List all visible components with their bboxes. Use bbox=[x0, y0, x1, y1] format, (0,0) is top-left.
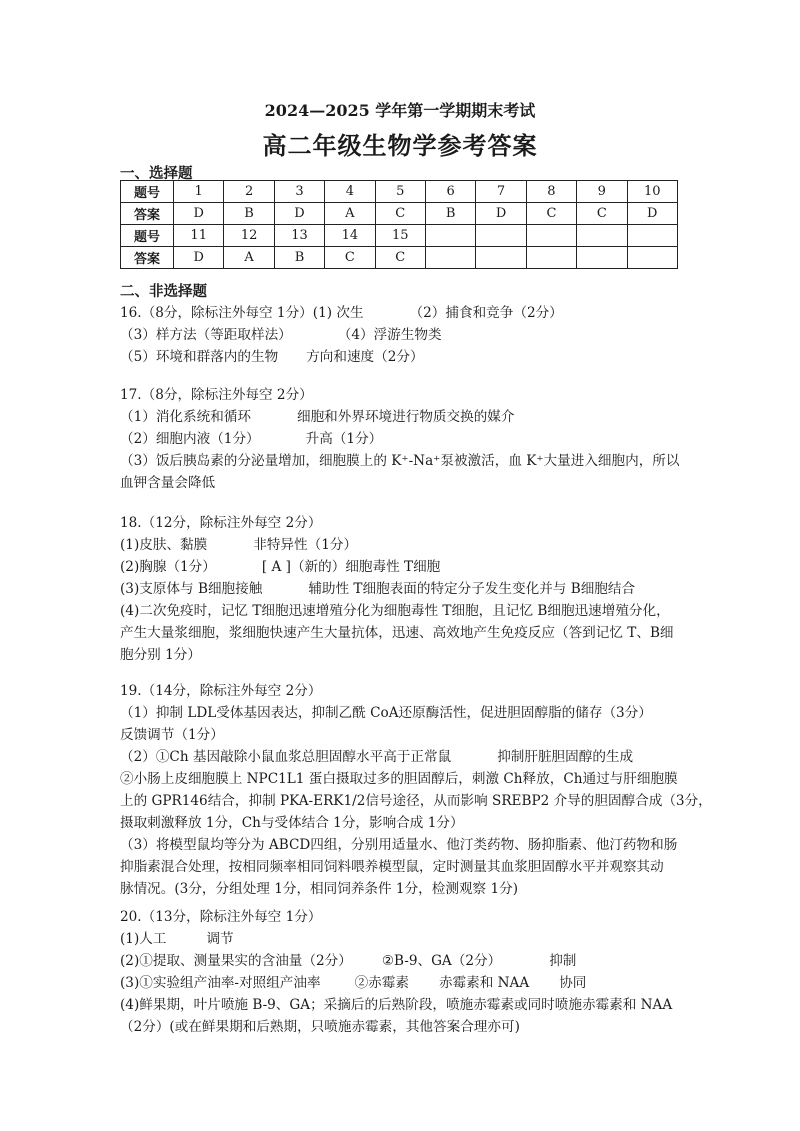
q19-line-4: （2）①Ch 基因敲除小鼠血浆总胆固醇水平高于正常鼠 bbox=[120, 749, 452, 765]
answer-table-row bbox=[121, 181, 678, 203]
q19-line-9: 抑脂素混合处理，按相同频率相同饲料喂养模型鼠，定时测量其血浆胆固醇水平并观察其动 bbox=[120, 859, 664, 875]
q18-line-5: (4)二次免疫时，记忆 T细胞迅速增殖分化为细胞毒性 T细胞，且记忆 B细胞迅速增殖分化， bbox=[120, 603, 670, 619]
q20-line-3: (2)①提取、测量果实的含油量（2分） bbox=[120, 953, 352, 969]
answer-table-cell: D bbox=[627, 203, 677, 225]
q17-line-5: 血钾含量会降低 bbox=[120, 475, 216, 491]
q17-line-4: （3）饭后胰岛素的分泌量增加，细胞膜上的 K⁺-Na⁺泵被激活，血 K⁺大量进入细胞内，所以 bbox=[120, 453, 680, 469]
answer-table-row bbox=[121, 225, 678, 247]
section-heading-choice: 一、选择题 bbox=[120, 165, 193, 182]
answer-table-cell: D bbox=[174, 247, 224, 269]
q20-line-4: (3)①实验组产油率-对照组产油率 bbox=[120, 975, 321, 991]
q18-line-2b: 非特异性（1分） bbox=[253, 537, 358, 553]
answer-table-row bbox=[121, 203, 678, 225]
answer-table-cell bbox=[526, 247, 576, 269]
answer-table-cell: C bbox=[577, 203, 627, 225]
answer-table-cell bbox=[425, 247, 475, 269]
q18-line-3: (2)胸腺（1分） bbox=[120, 559, 216, 575]
answer-table-cell: 11 bbox=[174, 225, 224, 247]
q16-line-1b: （2）捕食和竞争（2分） bbox=[409, 305, 563, 321]
answer-table-cell: 1 bbox=[174, 181, 224, 203]
answer-table-row bbox=[121, 247, 678, 269]
q20-line-2: (1)人工 bbox=[120, 931, 167, 947]
answer-table-cell bbox=[577, 247, 627, 269]
answer-table-cell: D bbox=[174, 203, 224, 225]
q20-line-6: （2分）(或在鲜果期和后熟期，只喷施赤霉素，其他答案合理亦可) bbox=[120, 1019, 520, 1035]
answer-table-row-label: 答案 bbox=[121, 203, 174, 225]
answer-table-cell: 10 bbox=[627, 181, 677, 203]
question-17 bbox=[120, 384, 695, 494]
answer-table-cell: B bbox=[274, 247, 324, 269]
answer-table-cell: C bbox=[526, 203, 576, 225]
q16-line-3: （5）环境和群落内的生物 bbox=[120, 349, 279, 365]
question-20 bbox=[120, 906, 695, 1038]
answer-title: 高二年级生物学参考答案 bbox=[262, 131, 538, 160]
q20-line-3c: 抑制 bbox=[549, 953, 577, 969]
answer-table-cell bbox=[526, 225, 576, 247]
q19-line-5: ②小肠上皮细胞膜上 NPC1L1 蛋白摄取过多的胆固醇后，刺激 Ch释放，Ch通过与肝细胞膜 bbox=[120, 771, 678, 787]
q18-line-6: 产生大量浆细胞，浆细胞快速产生大量抗体，迅速、高效地产生免疫反应（答到记忆 T、B细 bbox=[120, 625, 674, 641]
answer-table-cell: C bbox=[375, 247, 425, 269]
answer-table-cell: 3 bbox=[274, 181, 324, 203]
q20-line-4c: 赤霉素和 NAA bbox=[438, 975, 530, 991]
answer-table-cell bbox=[627, 225, 677, 247]
q20-line-4d: 协同 bbox=[559, 975, 587, 991]
q16-line-2b: （4）浮游生物类 bbox=[337, 327, 442, 343]
answer-table-cell: 15 bbox=[375, 225, 425, 247]
q20-line-5: (4)鲜果期，叶片喷施 B-9、GA；采摘后的后熟阶段，喷施赤霉素或同时喷施赤霉素和 NAA bbox=[120, 997, 673, 1013]
answer-table-row-label: 题号 bbox=[121, 181, 174, 203]
q20-line-4b: ②赤霉素 bbox=[354, 975, 409, 991]
answer-table-cell: A bbox=[224, 247, 274, 269]
answer-table-cell: 6 bbox=[425, 181, 475, 203]
answer-table-cell: D bbox=[274, 203, 324, 225]
q18-line-4b: 辅助性 T细胞表面的特定分子发生变化并与 B细胞结合 bbox=[308, 581, 636, 597]
q16-line-2: （3）样方法（等距取样法） bbox=[120, 327, 292, 343]
answer-table-cell: B bbox=[224, 203, 274, 225]
answer-table-cell bbox=[476, 247, 526, 269]
q20-line-2b: 调节 bbox=[206, 931, 234, 947]
answer-table-cell: 14 bbox=[325, 225, 375, 247]
answer-table-cell bbox=[577, 225, 627, 247]
answer-table-cell: B bbox=[425, 203, 475, 225]
answer-table-cell: 5 bbox=[375, 181, 425, 203]
question-18 bbox=[120, 512, 695, 666]
choice-answer-table bbox=[120, 180, 678, 269]
q19-line-7: 摄取刺激释放 1分，Ch与受体结合 1分，影响合成 1分） bbox=[120, 815, 464, 831]
q17-line-1: 17.（8分，除标注外每空 2分） bbox=[120, 387, 313, 403]
answer-table-cell: 7 bbox=[476, 181, 526, 203]
q18-line-1: 18.（12分，除标注外每空 2分） bbox=[120, 515, 322, 531]
answer-table-cell: 8 bbox=[526, 181, 576, 203]
q17-line-3: （2）细胞内液（1分） bbox=[120, 431, 260, 447]
q16-line-3b: 方向和速度（2分） bbox=[306, 349, 424, 365]
answer-table-cell: 2 bbox=[224, 181, 274, 203]
q18-line-7: 胞分别 1分） bbox=[120, 647, 201, 663]
answer-table-cell: C bbox=[375, 203, 425, 225]
answer-table-cell: 12 bbox=[224, 225, 274, 247]
answer-table-cell bbox=[627, 247, 677, 269]
answer-table-cell: C bbox=[325, 247, 375, 269]
q20-line-1: 20.（13分，除标注外每空 1分） bbox=[120, 909, 322, 925]
q17-line-3b: 升高（1分） bbox=[305, 431, 383, 447]
question-19 bbox=[120, 680, 712, 900]
question-16 bbox=[120, 302, 695, 368]
answer-table-cell: 9 bbox=[577, 181, 627, 203]
answer-table-row-label: 题号 bbox=[121, 225, 174, 247]
q18-line-2: (1)皮肤、黏膜 bbox=[120, 537, 208, 553]
q19-line-1: 19.（14分，除标注外每空 2分） bbox=[120, 683, 322, 699]
section-heading-nonchoice: 二、非选择题 bbox=[120, 283, 207, 300]
q19-line-2: （1）抑制 LDL受体基因表达，抑制乙酰 CoA还原酶活性，促进胆固醇脂的储存（3分） bbox=[120, 705, 652, 721]
exam-title: 2024—2025 学年第一学期期末考试 bbox=[264, 101, 536, 120]
q20-line-3b: ②B-9、GA（2分） bbox=[381, 953, 502, 969]
q16-line-1: 16.（8分，除标注外每空 1分）(1) 次生 bbox=[120, 305, 364, 321]
q19-line-8: （3）将模型鼠均等分为 ABCD四组，分别用适量水、他汀类药物、肠抑脂素、他汀药物和肠 bbox=[120, 837, 678, 853]
q17-line-2b: 细胞和外界环境进行物质交换的媒介 bbox=[297, 409, 515, 425]
answer-table-cell: 4 bbox=[325, 181, 375, 203]
answer-table-cell bbox=[425, 225, 475, 247]
answer-table-cell: 13 bbox=[274, 225, 324, 247]
q19-line-6: 上的 GPR146结合，抑制 PKA-ERK1/2信号途径，从而影响 SREBP2 介导的胆固醇合成（3分， bbox=[120, 793, 712, 809]
answer-table-cell: A bbox=[325, 203, 375, 225]
q18-line-3b: [ A ]（新的）细胞毒性 T细胞 bbox=[261, 559, 441, 575]
q19-line-10: 脉情况。(3分，分组处理 1分，相同饲养条件 1分，检测观察 1分) bbox=[120, 881, 519, 897]
q19-line-4b: 抑制肝脏胆固醇的生成 bbox=[497, 749, 634, 765]
answer-table-cell: D bbox=[476, 203, 526, 225]
q19-line-3: 反馈调节（1分） bbox=[120, 727, 224, 743]
q18-line-4: (3)支原体与 B细胞接触 bbox=[120, 581, 263, 597]
q17-line-2: （1）消化系统和循环 bbox=[120, 409, 251, 425]
answer-table-cell bbox=[476, 225, 526, 247]
answer-table-row-label: 答案 bbox=[121, 247, 174, 269]
